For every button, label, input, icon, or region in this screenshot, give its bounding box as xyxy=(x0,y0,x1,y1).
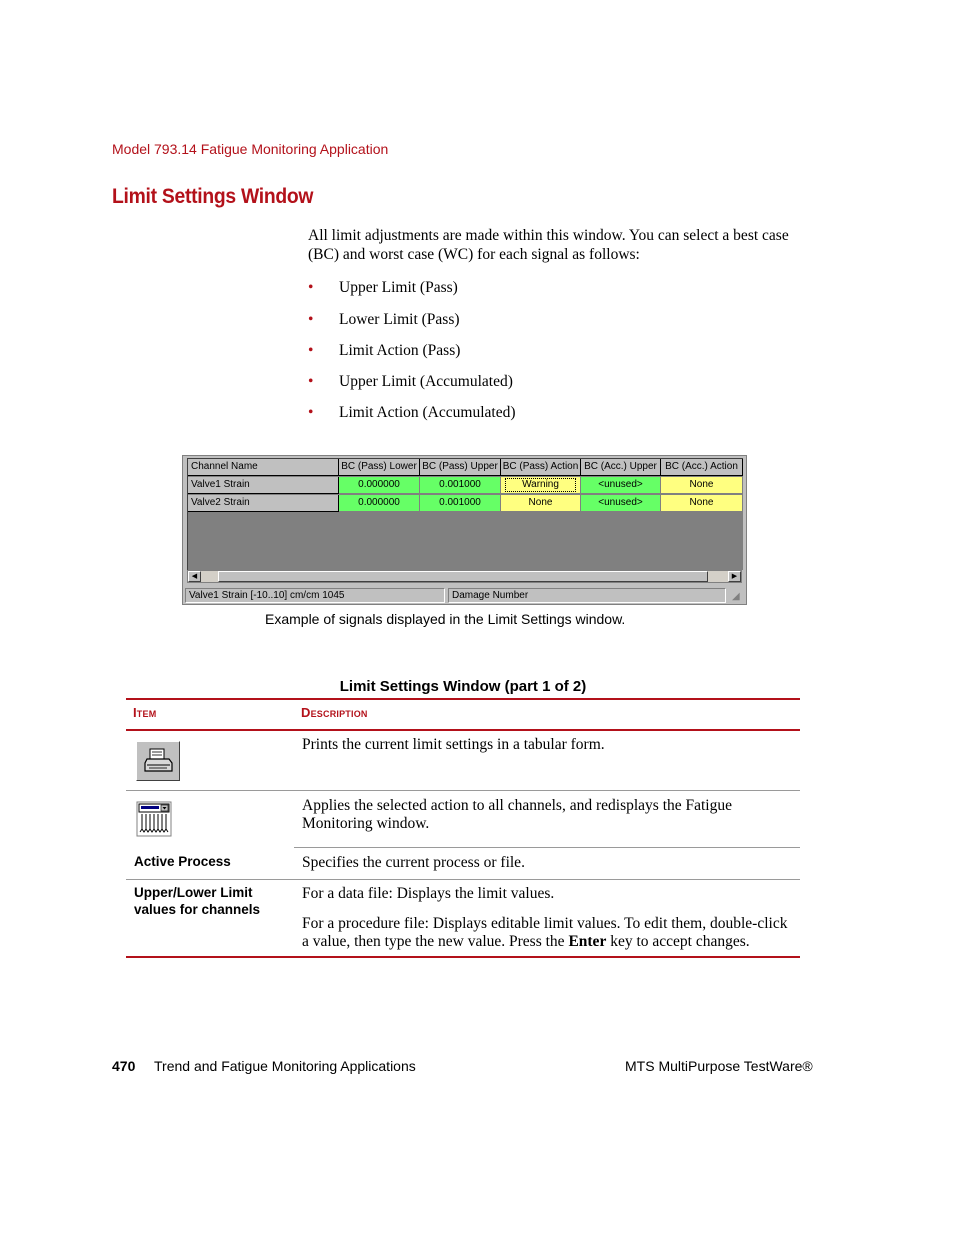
item-label: Upper/Lower Limit values for channels xyxy=(134,885,261,917)
description-text: For a procedure file: Displays editable limit values. To edit them, double-click a value, then type the new value. Press the Enter key to accept changes. xyxy=(302,915,788,950)
action-cell[interactable]: None xyxy=(661,477,743,494)
table-row xyxy=(188,477,743,494)
item-label: Active Process xyxy=(134,854,231,869)
description-text: Applies the selected action to all channels, and redisplays the Fatigue Monitoring window. xyxy=(302,797,732,832)
description-text: Prints the current limit settings in a tabular form. xyxy=(302,736,605,753)
selected-action[interactable]: Warning xyxy=(505,478,576,492)
row-divider xyxy=(126,879,800,880)
table-top-rule xyxy=(126,698,800,700)
channel-name-cell[interactable]: Valve1 Strain xyxy=(188,477,339,494)
action-cell[interactable]: None xyxy=(501,495,581,512)
bullet-dot-icon: • xyxy=(308,342,314,359)
value-cell[interactable]: 0.000000 xyxy=(339,477,420,494)
description-text: For a data file: Displays the limit values. xyxy=(302,885,555,902)
limit-grid xyxy=(187,458,743,570)
enter-key-label: Enter xyxy=(568,932,607,950)
status-damage-number: Damage Number xyxy=(448,588,726,603)
channel-name-cell[interactable]: Valve2 Strain xyxy=(188,495,339,512)
table-title: Limit Settings Window (part 1 of 2) xyxy=(339,678,587,695)
footer-book-title: Trend and Fatigue Monitoring Applications xyxy=(154,1058,416,1074)
intro-paragraph: All limit adjustments are made within this window. You can select a best case (BC) and worst case (WC) for each signal as follows: xyxy=(308,227,789,263)
limit-settings-screenshot xyxy=(182,455,747,605)
column-header-description: Description xyxy=(301,705,368,720)
row-divider xyxy=(126,790,800,791)
scroll-right-icon[interactable]: ▶ xyxy=(728,571,741,582)
grid-header-row xyxy=(188,459,743,476)
action-cell[interactable]: None xyxy=(661,495,743,512)
apply-to-all-icon[interactable] xyxy=(136,801,172,837)
figure-caption: Example of signals displayed in the Limit Settings window. xyxy=(265,611,626,627)
scroll-thumb[interactable] xyxy=(218,571,708,582)
section-title: Limit Settings Window xyxy=(112,185,314,208)
resize-grip-icon[interactable]: ◢ xyxy=(732,591,740,602)
value-cell[interactable]: <unused> xyxy=(581,495,661,512)
column-header-item: Item xyxy=(133,705,157,720)
bullet-dot-icon: • xyxy=(308,373,314,390)
bullet-dot-icon: • xyxy=(308,404,314,421)
running-header: Model 793.14 Fatigue Monitoring Application xyxy=(112,141,389,157)
action-cell[interactable] xyxy=(501,477,581,494)
scroll-left-icon[interactable]: ◀ xyxy=(188,571,201,582)
status-channel-info: Valve1 Strain [-10..10] cm/cm 1045 xyxy=(185,588,445,603)
value-cell[interactable]: 0.000000 xyxy=(339,495,420,512)
column-header[interactable]: BC (Acc.) Action xyxy=(661,459,743,476)
footer-product-name: MTS MultiPurpose TestWare® xyxy=(625,1058,813,1074)
column-header[interactable]: BC (Pass) Action xyxy=(501,459,581,476)
status-bar xyxy=(183,586,746,604)
value-cell[interactable]: 0.001000 xyxy=(420,477,501,494)
value-cell[interactable]: 0.001000 xyxy=(420,495,501,512)
column-header[interactable]: Channel Name xyxy=(188,459,339,476)
printer-icon[interactable] xyxy=(136,741,180,781)
table-bottom-rule xyxy=(126,956,800,958)
description-text: Specifies the current process or file. xyxy=(302,854,525,871)
horizontal-scrollbar[interactable] xyxy=(187,570,742,583)
bullet-dot-icon: • xyxy=(308,279,314,296)
header-rule xyxy=(126,729,800,731)
table-row xyxy=(188,495,743,512)
value-cell[interactable]: <unused> xyxy=(581,477,661,494)
column-header[interactable]: BC (Pass) Lower xyxy=(339,459,420,476)
column-header[interactable]: BC (Pass) Upper xyxy=(420,459,501,476)
row-divider xyxy=(294,847,800,848)
bullet-dot-icon: • xyxy=(308,311,314,328)
page-number: 470 xyxy=(112,1058,136,1074)
column-header[interactable]: BC (Acc.) Upper xyxy=(581,459,661,476)
